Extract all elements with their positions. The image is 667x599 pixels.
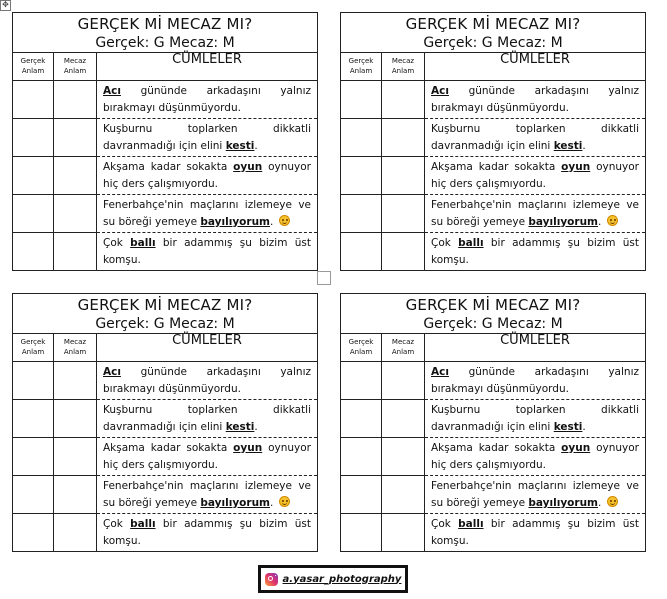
column-header-sentences: CÜMLELER xyxy=(425,52,645,81)
worksheet-bottom-right xyxy=(340,293,646,552)
answer-cell-gercek[interactable] xyxy=(13,81,54,119)
keyword: bayılıyorum xyxy=(200,216,270,228)
sentence-cell: Acı gününde arkadaşını yalnız bırakmayı düşünmüyordu. xyxy=(425,362,645,400)
keyword: kesti xyxy=(553,140,583,152)
keyword: kesti xyxy=(553,421,583,433)
answer-cell-gercek[interactable] xyxy=(13,400,54,438)
smiley-emoji-icon xyxy=(279,496,290,507)
worksheet-header xyxy=(341,13,645,53)
keyword: oyun xyxy=(233,161,263,173)
answer-cell-gercek[interactable] xyxy=(13,362,54,400)
answer-cell-mecaz[interactable] xyxy=(382,400,425,438)
answer-cell-gercek[interactable] xyxy=(13,195,54,233)
column-header-mecaz: Mecaz Anlam xyxy=(54,52,97,81)
worksheet-header xyxy=(13,13,317,53)
table-row xyxy=(341,476,645,514)
answer-cell-gercek[interactable] xyxy=(341,195,382,233)
answer-cell-gercek[interactable] xyxy=(341,476,382,514)
column-header-gercek: Gerçek Anlam xyxy=(13,333,54,362)
sentence-cell: Kuşburnu toplarken dikkatli davranmadığı için elini kesti. xyxy=(425,400,645,438)
answer-cell-mecaz[interactable] xyxy=(54,438,97,476)
answer-cell-mecaz[interactable] xyxy=(54,81,97,119)
sentence-cell: Çok ballı bir adammış şu bizim üst komşu. xyxy=(97,233,317,271)
table-row xyxy=(13,157,317,195)
table-row xyxy=(341,438,645,476)
worksheet-top-right xyxy=(340,12,646,271)
keyword: ballı xyxy=(458,237,484,249)
keyword: ballı xyxy=(130,237,156,249)
table-row xyxy=(341,400,645,438)
answer-cell-mecaz[interactable] xyxy=(382,157,425,195)
sentence-cell: Akşama kadar sokakta oyun oynuyor hiç ders çalışmıyordu. xyxy=(97,157,317,195)
answer-cell-gercek[interactable] xyxy=(13,438,54,476)
answer-cell-mecaz[interactable] xyxy=(382,119,425,157)
answer-cell-gercek[interactable] xyxy=(341,400,382,438)
answer-cell-gercek[interactable] xyxy=(341,438,382,476)
sentence-cell: Çok ballı bir adammış şu bizim üst komşu. xyxy=(425,233,645,271)
answer-cell-gercek[interactable] xyxy=(341,119,382,157)
sentence-cell: Akşama kadar sokakta oyun oynuyor hiç ders çalışmıyordu. xyxy=(425,157,645,195)
smiley-emoji-icon xyxy=(607,496,618,507)
table-row xyxy=(341,119,645,157)
column-header-mecaz: Mecaz Anlam xyxy=(54,333,97,362)
answer-cell-mecaz[interactable] xyxy=(54,119,97,157)
sentence-cell: Acı gününde arkadaşını yalnız bırakmayı düşünmüyordu. xyxy=(97,362,317,400)
worksheet-top-left xyxy=(12,12,318,271)
table-row xyxy=(13,362,317,400)
table-row xyxy=(13,400,317,438)
table-row xyxy=(13,233,317,271)
table-row xyxy=(341,157,645,195)
keyword: kesti xyxy=(225,421,255,433)
keyword: Acı xyxy=(103,366,121,378)
keyword: oyun xyxy=(233,442,263,454)
worksheet-subtitle: Gerçek: G Mecaz: M xyxy=(423,316,563,332)
keyword: ballı xyxy=(130,518,156,530)
table-resize-handle[interactable] xyxy=(317,271,331,285)
table-row xyxy=(13,438,317,476)
keyword: Acı xyxy=(431,85,449,97)
keyword: Acı xyxy=(103,85,121,97)
sentence-cell: Kuşburnu toplarken dikkatli davranmadığı için elini kesti. xyxy=(425,119,645,157)
column-header-gercek: Gerçek Anlam xyxy=(341,333,382,362)
keyword: bayılıyorum xyxy=(528,497,598,509)
answer-cell-mecaz[interactable] xyxy=(54,233,97,271)
table-row xyxy=(341,233,645,271)
column-header-gercek: Gerçek Anlam xyxy=(13,52,54,81)
sentence-cell: Fenerbahçe'nin maçlarını izlemeye ve su böreği yemeye bayılıyorum. xyxy=(425,476,645,514)
column-header-sentences: CÜMLELER xyxy=(97,333,317,362)
answer-cell-gercek[interactable] xyxy=(13,514,54,552)
answer-cell-mecaz[interactable] xyxy=(54,362,97,400)
column-header-mecaz: Mecaz Anlam xyxy=(382,333,425,362)
answer-cell-mecaz[interactable] xyxy=(382,438,425,476)
worksheet-title: GERÇEK Mİ MECAZ MI? xyxy=(77,296,253,314)
instagram-handle: a.yasar_photography xyxy=(282,573,402,585)
sentence-cell: Fenerbahçe'nin maçlarını izlemeye ve su böreği yemeye bayılıyorum. xyxy=(425,195,645,233)
answer-cell-mecaz[interactable] xyxy=(382,362,425,400)
sentence-cell: Çok ballı bir adammış şu bizim üst komşu. xyxy=(97,514,317,552)
sentence-cell: Fenerbahçe'nin maçlarını izlemeye ve su böreği yemeye bayılıyorum. xyxy=(97,195,317,233)
column-header-mecaz: Mecaz Anlam xyxy=(382,52,425,81)
worksheet-title: GERÇEK Mİ MECAZ MI? xyxy=(405,296,581,314)
answer-cell-mecaz[interactable] xyxy=(54,400,97,438)
answer-cell-mecaz[interactable] xyxy=(54,514,97,552)
table-row xyxy=(13,476,317,514)
answer-cell-mecaz[interactable] xyxy=(54,157,97,195)
answer-cell-gercek[interactable] xyxy=(341,157,382,195)
answer-cell-mecaz[interactable] xyxy=(382,514,425,552)
table-row xyxy=(341,195,645,233)
keyword: ballı xyxy=(458,518,484,530)
sentence-cell: Acı gününde arkadaşını yalnız bırakmayı düşünmüyordu. xyxy=(97,81,317,119)
sentence-cell: Kuşburnu toplarken dikkatli davranmadığı için elini kesti. xyxy=(97,400,317,438)
keyword: oyun xyxy=(561,161,591,173)
smiley-emoji-icon xyxy=(279,215,290,226)
worksheet-title: GERÇEK Mİ MECAZ MI? xyxy=(405,15,581,33)
answer-cell-gercek[interactable] xyxy=(341,362,382,400)
answer-cell-gercek[interactable] xyxy=(341,233,382,271)
keyword: bayılıyorum xyxy=(200,497,270,509)
table-row xyxy=(13,514,317,552)
worksheet-subtitle: Gerçek: G Mecaz: M xyxy=(423,35,563,51)
answer-cell-gercek[interactable] xyxy=(13,157,54,195)
table-move-handle[interactable]: ✥ xyxy=(0,0,11,11)
worksheet-subtitle: Gerçek: G Mecaz: M xyxy=(95,316,235,332)
sentence-cell: Çok ballı bir adammış şu bizim üst komşu. xyxy=(425,514,645,552)
sentence-cell: Akşama kadar sokakta oyun oynuyor hiç ders çalışmıyordu. xyxy=(425,438,645,476)
table-row xyxy=(341,514,645,552)
worksheet-bottom-left xyxy=(12,293,318,552)
answer-cell-mecaz[interactable] xyxy=(382,195,425,233)
answer-cell-mecaz[interactable] xyxy=(382,476,425,514)
column-header-sentences: CÜMLELER xyxy=(425,333,645,362)
answer-cell-mecaz[interactable] xyxy=(54,476,97,514)
worksheet-title: GERÇEK Mİ MECAZ MI? xyxy=(77,15,253,33)
sentence-cell: Kuşburnu toplarken dikkatli davranmadığı için elini kesti. xyxy=(97,119,317,157)
table-row xyxy=(341,81,645,119)
worksheet-subtitle: Gerçek: G Mecaz: M xyxy=(95,35,235,51)
column-header-sentences: CÜMLELER xyxy=(97,52,317,81)
sentence-cell: Akşama kadar sokakta oyun oynuyor hiç ders çalışmıyordu. xyxy=(97,438,317,476)
answer-cell-mecaz[interactable] xyxy=(382,233,425,271)
instagram-icon xyxy=(265,573,278,586)
worksheet-header xyxy=(13,294,317,334)
answer-cell-mecaz[interactable] xyxy=(54,195,97,233)
keyword: oyun xyxy=(561,442,591,454)
keyword: bayılıyorum xyxy=(528,216,598,228)
instagram-credit-badge xyxy=(258,565,408,593)
sentence-cell: Fenerbahçe'nin maçlarını izlemeye ve su böreği yemeye bayılıyorum. xyxy=(97,476,317,514)
answer-cell-mecaz[interactable] xyxy=(382,81,425,119)
answer-cell-gercek[interactable] xyxy=(341,514,382,552)
sentence-cell: Acı gününde arkadaşını yalnız bırakmayı düşünmüyordu. xyxy=(425,81,645,119)
keyword: Acı xyxy=(431,366,449,378)
worksheet-header xyxy=(341,294,645,334)
table-row xyxy=(341,362,645,400)
answer-cell-gercek[interactable] xyxy=(13,476,54,514)
column-header-gercek: Gerçek Anlam xyxy=(341,52,382,81)
table-row xyxy=(13,195,317,233)
keyword: kesti xyxy=(225,140,255,152)
smiley-emoji-icon xyxy=(607,215,618,226)
answer-cell-gercek[interactable] xyxy=(13,233,54,271)
table-row xyxy=(13,119,317,157)
answer-cell-gercek[interactable] xyxy=(13,119,54,157)
answer-cell-gercek[interactable] xyxy=(341,81,382,119)
table-row xyxy=(13,81,317,119)
